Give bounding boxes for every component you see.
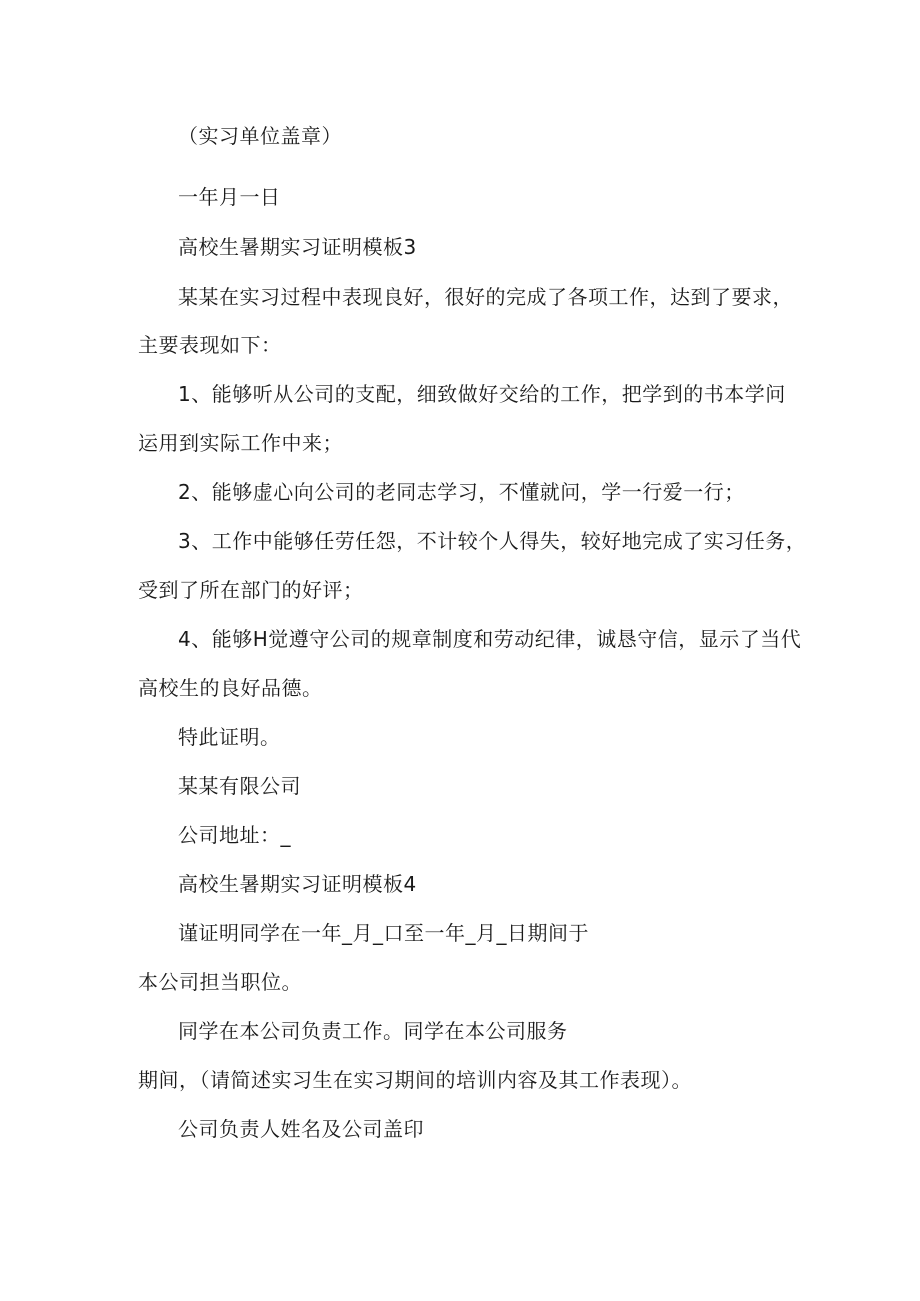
section-heading-4: 高校生暑期实习证明模板4 (178, 872, 417, 896)
signature-line: 公司负责人姓名及公司盖印 (178, 1117, 424, 1141)
paragraph-line: 谨证明同学在一年_月_口至一年_月_日期间于 (178, 921, 589, 945)
paragraph-line: 主要表现如下： (138, 333, 282, 357)
list-item-3: 3、工作中能够任劳任怨，不计较个人得失，较好地完成了实习任务， (178, 529, 807, 553)
list-item-4-cont: 高校生的良好品德。 (138, 676, 323, 700)
list-item-2: 2、能够虚心向公司的老同志学习，不懂就问，学一行爱一行； (178, 480, 745, 504)
paragraph-line: 本公司担当职位。 (138, 970, 302, 994)
list-item-4: 4、能够H觉遵守公司的规章制度和劳动纪律，诚恳守信，显示了当代 (178, 627, 802, 651)
paragraph-line: 某某在实习过程中表现良好，很好的完成了各项工作，达到了要求， (178, 285, 793, 309)
list-item-1-cont: 运用到实际工作中来； (138, 431, 343, 455)
seal-line: （实习单位盖章） (178, 124, 342, 148)
company-name: 某某有限公司 (178, 774, 301, 798)
list-item-1: 1、能够听从公司的支配，细致做好交给的工作，把学到的书本学问 (178, 382, 786, 406)
closing-line: 特此证明。 (178, 725, 281, 749)
paragraph-line: 同学在本公司负责工作。同学在本公司服务 (178, 1019, 568, 1043)
paragraph-line: 期间，（请简述实习生在实习期间的培训内容及其工作表现）。 (138, 1068, 692, 1092)
company-address: 公司地址：_ (178, 823, 291, 847)
list-item-3-cont: 受到了所在部门的好评； (138, 578, 364, 602)
section-heading-3: 高校生暑期实习证明模板3 (178, 235, 417, 259)
date-line: 一年月一日 (178, 185, 281, 209)
